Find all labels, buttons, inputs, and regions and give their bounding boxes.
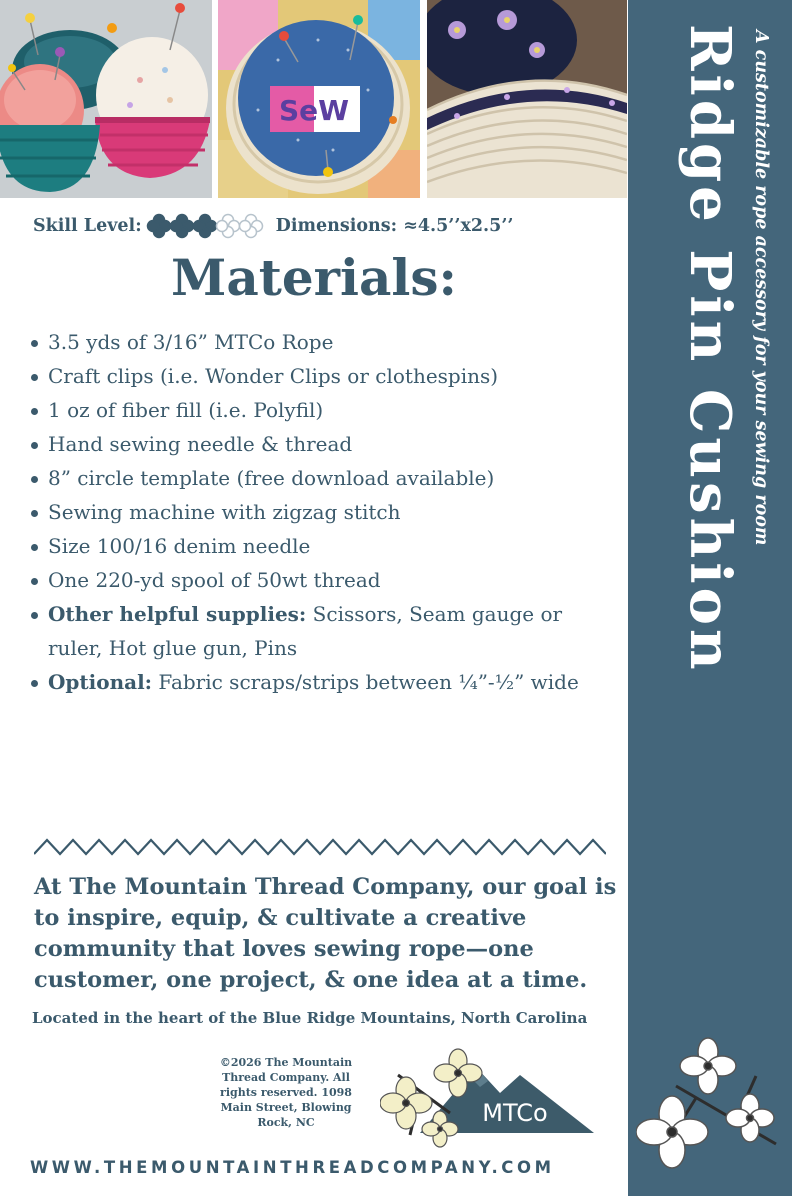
material-item-emphasis: Other helpful supplies: bbox=[48, 602, 307, 626]
skill-icon-empty bbox=[237, 212, 265, 240]
skill-dimensions-row bbox=[33, 212, 623, 240]
zigzag-divider bbox=[34, 836, 606, 858]
material-item bbox=[28, 325, 608, 359]
photo-pin-cushions-teal-pink bbox=[0, 0, 212, 198]
material-item-text: 8” circle template (free download available) bbox=[48, 466, 495, 490]
location-text: Located in the heart of the Blue Ridge Mountains, North Carolina bbox=[32, 1009, 588, 1027]
photo-sew-pin-cushion bbox=[218, 0, 420, 198]
material-item bbox=[28, 461, 608, 495]
material-item-emphasis: Optional: bbox=[48, 670, 153, 694]
material-item bbox=[28, 427, 608, 461]
material-item bbox=[28, 563, 608, 597]
material-item-text: Sewing machine with zigzag stitch bbox=[48, 500, 401, 524]
material-item-text: Craft clips (i.e. Wonder Clips or clothespins) bbox=[48, 364, 499, 388]
product-tagline: A customizable rope accessory for your sewing room bbox=[750, 30, 771, 546]
skill-level-icons bbox=[145, 212, 260, 240]
website-url[interactable]: WWW.THEMOUNTAINTHREADCOMPANY.COM bbox=[30, 1158, 555, 1177]
material-item-text: 3.5 yds of 3/16” MTCo Rope bbox=[48, 330, 334, 354]
material-item bbox=[28, 665, 608, 699]
copyright-notice: ©2026 The Mountain Thread Company. All rights reserved. 1098 Main Street, Blowing Rock, NC bbox=[219, 1056, 353, 1129]
material-item bbox=[28, 597, 608, 665]
mtco-logo bbox=[380, 1045, 596, 1155]
logo-text: MTCo bbox=[482, 1099, 548, 1127]
skill-level-label: Skill Level: bbox=[33, 216, 142, 236]
material-item-text: Fabric scraps/strips between ¼”-½” wide bbox=[152, 670, 579, 694]
material-item bbox=[28, 359, 608, 393]
material-item bbox=[28, 393, 608, 427]
photo-rope-bowl-closeup bbox=[427, 0, 627, 198]
material-item-text: Size 100/16 denim needle bbox=[48, 534, 311, 558]
product-title: Ridge Pin Cushion bbox=[677, 24, 743, 674]
dogwood-flowers-illustration bbox=[636, 1036, 786, 1186]
dimensions-text: Dimensions: ≈4.5’’x2.5’’ bbox=[275, 216, 514, 236]
materials-heading: Materials: bbox=[171, 248, 457, 307]
material-item-text: Hand sewing needle & thread bbox=[48, 432, 353, 456]
material-item-text: Scissors, Seam gauge or ruler, Hot glue gun, Pins bbox=[48, 602, 563, 660]
material-item-text: One 220-yd spool of 50wt thread bbox=[48, 568, 381, 592]
mission-statement: At The Mountain Thread Company, our goal is to inspire, equip, & cultivate a creative community that loves sewing rope—one customer, one project, & one idea at a time. bbox=[34, 874, 617, 993]
material-item-text: 1 oz of fiber fill (i.e. Polyfil) bbox=[48, 398, 324, 422]
materials-list bbox=[28, 325, 608, 699]
material-item bbox=[28, 529, 608, 563]
material-item bbox=[28, 495, 608, 529]
sew-label-text: SeW bbox=[278, 94, 350, 127]
